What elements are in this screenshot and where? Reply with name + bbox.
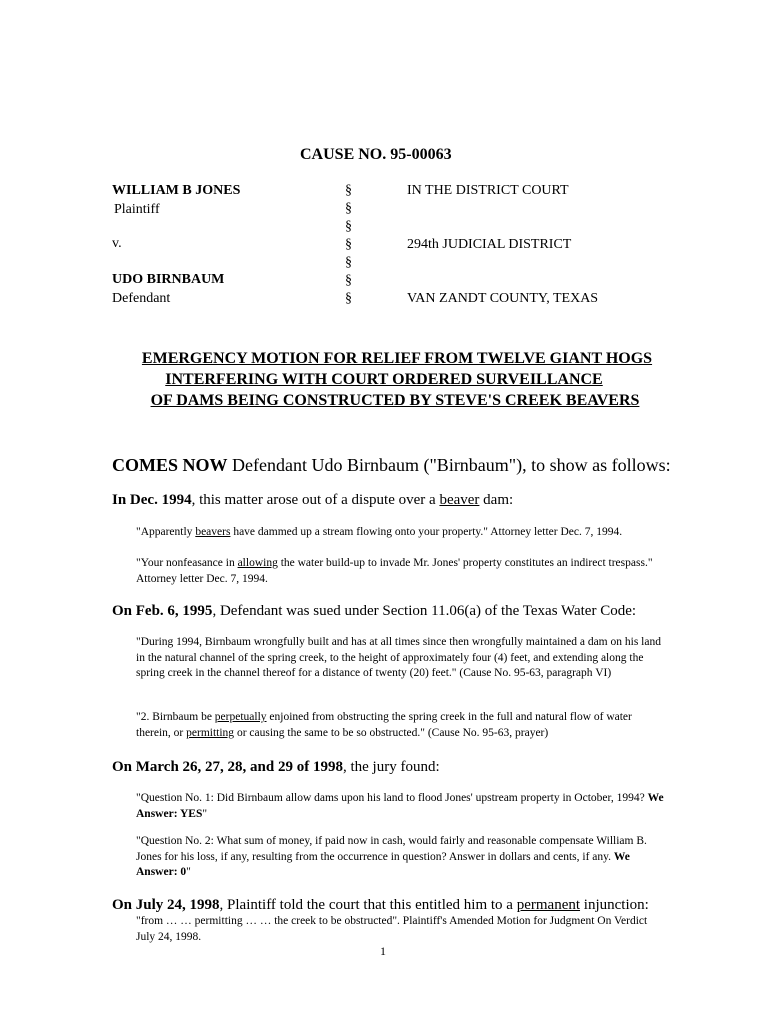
quote-jury-question-2: "Question No. 2: What sum of money, if paid now in cash, would fairly and reasonable compensate William B. Jones for his loss, if any, resulting from the occurrence in question? Answer in dollars and cents, if any. We Answer: 0" bbox=[136, 835, 647, 878]
section-mark: § bbox=[345, 201, 352, 216]
heading-feb-1995: On Feb. 6, 1995, Defendant was sued under Section 11.06(a) of the Texas Water Code: bbox=[112, 603, 637, 619]
section-mark: § bbox=[345, 291, 352, 306]
quote-amended-motion: "from … … permitting … … the creek to be obstructed". Plaintiff's Amended Motion for Judgment On Verdict July 24, 1998. bbox=[136, 915, 648, 943]
page-number: 1 bbox=[380, 944, 386, 958]
quote-attorney-letter-2: "Your nonfeasance in allowing the water build-up to invade Mr. Jones' property constitutes an indirect trespass." Attorney letter Dec. 7, 1994. bbox=[136, 557, 653, 585]
section-mark: § bbox=[345, 255, 352, 270]
comes-now-paragraph: COMES NOW Defendant Udo Birnbaum ("Birnbaum"), to show as follows: bbox=[112, 455, 671, 475]
section-mark: § bbox=[345, 237, 352, 252]
motion-title-line-1: EMERGENCY MOTION FOR RELIEF FROM TWELVE GIANT HOGS bbox=[141, 350, 653, 367]
motion-title-line-3: OF DAMS BEING CONSTRUCTED BY STEVE'S CREEK BEAVERS bbox=[150, 392, 640, 409]
section-mark: § bbox=[345, 219, 352, 234]
district-name: 294th JUDICIAL DISTRICT bbox=[407, 237, 572, 252]
quote-cause-paragraph-vi: "During 1994, Birnbaum wrongfully built and has at all times since then wrongfully maintained a dam on his land in the natural channel of the spring creek, to the height of approximately four (4) feet, and extending along the spring creek in the channel thereof for a distance of twenty (20) feet." (Cause No. 95-63, paragraph VI) bbox=[136, 636, 661, 679]
versus-label: v. bbox=[112, 236, 122, 251]
quote-attorney-letter-1: "Apparently beavers have dammed up a stream flowing onto your property." Attorney letter Dec. 7, 1994. bbox=[136, 526, 623, 538]
heading-dec-1994: In Dec. 1994, this matter arose out of a dispute over a beaver dam: bbox=[112, 492, 514, 508]
defendant-name: UDO BIRNBAUM bbox=[112, 272, 225, 287]
court-name: IN THE DISTRICT COURT bbox=[407, 183, 569, 198]
heading-march-1998: On March 26, 27, 28, and 29 of 1998, the jury found: bbox=[112, 759, 440, 775]
plaintiff-role: Plaintiff bbox=[114, 202, 160, 217]
section-mark: § bbox=[345, 273, 352, 288]
county-name: VAN ZANDT COUNTY, TEXAS bbox=[407, 291, 599, 306]
heading-july-1998: On July 24, 1998, Plaintiff told the court that this entitled him to a permanent injunction: bbox=[112, 897, 649, 913]
quote-cause-prayer: "2. Birnbaum be perpetually enjoined from obstructing the spring creek in the full and natural flow of water therein, or permitting or causing the same to be so obstructed." (Cause No. 95-63, prayer) bbox=[136, 711, 632, 739]
motion-title-line-2: INTERFERING WITH COURT ORDERED SURVEILLANCE bbox=[165, 371, 603, 388]
quote-jury-question-1: "Question No. 1: Did Birnbaum allow dams upon his land to flood Jones' upstream property in October, 1994? We Answer: YES" bbox=[136, 792, 664, 820]
plaintiff-name: WILLIAM B JONES bbox=[112, 183, 241, 198]
cause-number: CAUSE NO. 95-00063 bbox=[300, 146, 452, 163]
section-mark: § bbox=[345, 183, 352, 198]
defendant-role: Defendant bbox=[112, 291, 171, 306]
